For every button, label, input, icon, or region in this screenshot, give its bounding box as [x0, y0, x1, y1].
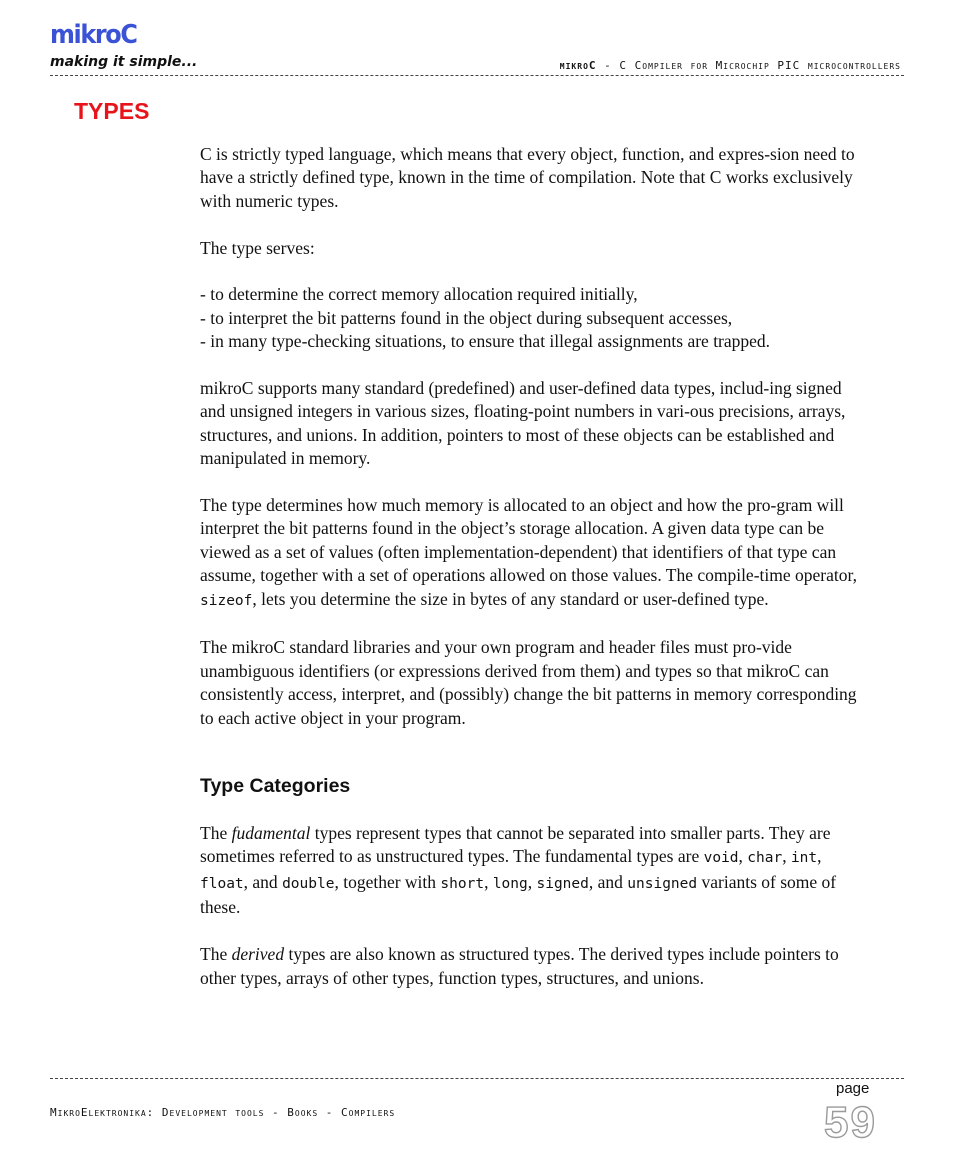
page-label: page — [836, 1080, 870, 1097]
code-unsigned: unsigned — [627, 875, 698, 892]
text-run: types represent types that cannot be separated into smaller parts. They are sometimes referred to as unstructured types. The fundamental types are — [200, 823, 831, 867]
subsection-title: Type Categories — [200, 775, 351, 798]
serves-list — [200, 283, 860, 353]
text-run: , — [527, 871, 537, 892]
code-double: double — [282, 875, 335, 892]
text-run: The — [200, 944, 232, 965]
text-run: , lets you determine the size in bytes of any standard or user-defined type. — [252, 588, 769, 609]
fundamental-paragraph — [200, 822, 860, 920]
header-rule — [50, 75, 904, 76]
derived-paragraph — [200, 943, 860, 990]
text-run: variants of some of these. — [200, 871, 837, 918]
text-run: The — [200, 823, 232, 844]
determines-paragraph — [200, 494, 860, 613]
code-short: short — [440, 875, 485, 892]
code-sizeof: sizeof — [200, 592, 253, 609]
code-void: void — [703, 850, 739, 867]
section-title: TYPES — [74, 98, 150, 124]
tagline: making it simple... — [50, 54, 198, 70]
code-char: char — [747, 850, 783, 867]
text-run: , together with — [334, 871, 441, 892]
list-item: - to determine the correct memory allocation required initially, — [200, 284, 638, 305]
header-subtitle: - C Compiler for Microchip PIC microcontrollers — [596, 59, 901, 72]
header-title — [560, 59, 901, 72]
text-run: The type determines how much memory is allocated to an object and how the pro-gram will interpret the bit patterns found in the object’s storage allocation. A given data type can be viewed as a set of values (often implementation-dependent) that identifiers of that type can assume, together with a set of operations allowed on those values. The compile-time operator, — [200, 495, 857, 586]
text-run: , — [817, 846, 822, 867]
text-run: , and — [588, 871, 628, 892]
text-run: , — [484, 871, 493, 892]
serves-intro: The type serves: — [200, 237, 315, 258]
code-signed: signed — [536, 875, 589, 892]
code-int: int — [790, 850, 818, 867]
logo: mikroC — [50, 20, 137, 50]
code-long: long — [492, 875, 528, 892]
list-item: - to interpret the bit patterns found in the object during subsequent accesses, — [200, 307, 733, 328]
header-brand: mikroC — [559, 59, 597, 72]
list-item: - in many type-checking situations, to ensure that illegal assignments are trapped. — [200, 331, 771, 352]
text-run: , — [738, 846, 748, 867]
text-run: types are also known as structured types. The derived types include pointers to other types, arrays of other types, function types, structures, and unions. — [200, 944, 839, 988]
text-run: , and — [243, 871, 283, 892]
supports-paragraph: mikroC supports many standard (predefined) and user-defined data types, includ-ing signed and unsigned integers in various sizes, floating-point numbers in vari-ous precisions, arrays, structures, and unions. In addition, pointers to most of these objects can be established and manipulated in memory. — [200, 378, 846, 469]
code-float: float — [200, 875, 244, 892]
term-derived: derived — [231, 944, 285, 965]
text-run: , — [782, 846, 791, 867]
body-content — [200, 143, 860, 1013]
intro-paragraph: C is strictly typed language, which means that every object, function, and expres-sion need to have a strictly defined type, known in the time of compilation. Note that C works exclusively with numeric types. — [200, 144, 855, 211]
libraries-paragraph: The mikroC standard libraries and your own program and header files must pro-vide unambiguous identifiers (or expressions derived from them) and types so that mikroC can consistently access, interpret, and (possibly) change the bit patterns in memory corresponding to each active object in your program. — [200, 637, 857, 728]
term-fundamental: fudamental — [231, 823, 311, 844]
page-number: 59 — [824, 1098, 877, 1147]
footer-rule — [50, 1078, 904, 1079]
footer-text: MikroElektronika: Development tools - Books - Compilers — [50, 1106, 396, 1119]
